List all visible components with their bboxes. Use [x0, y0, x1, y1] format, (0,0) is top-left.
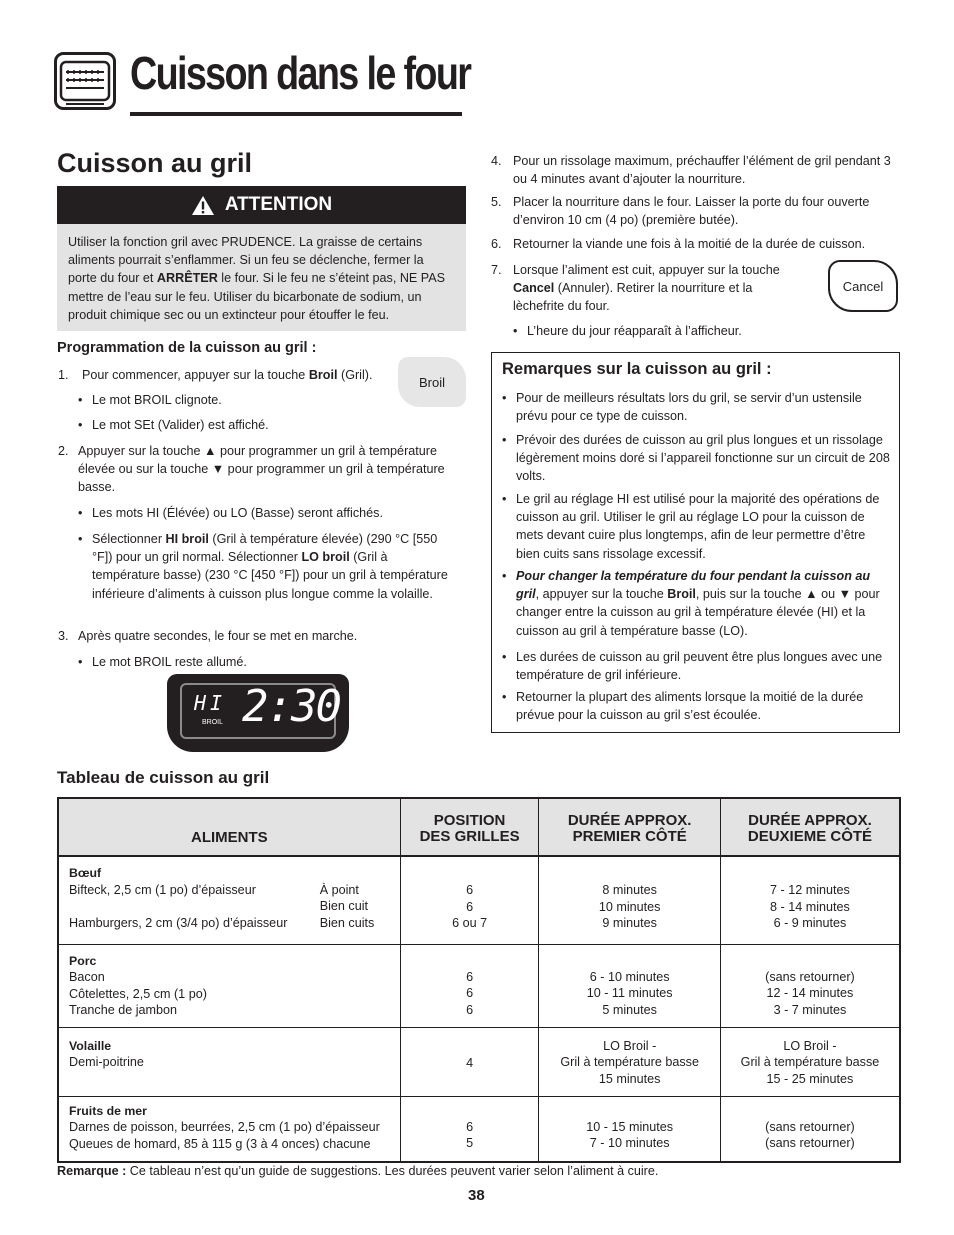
page-number: 38 — [468, 1187, 485, 1204]
second-side-cell: (sans retourner) 12 - 14 minutes 3 - 7 minutes — [720, 944, 900, 1027]
display-sub-label: BROIL — [202, 719, 224, 726]
column-header-aliments: ALIMENTS — [58, 798, 400, 856]
list-item: • — [78, 506, 83, 520]
step-number: 4. — [491, 154, 502, 168]
column-header-position: POSITION DES GRILLES — [400, 798, 539, 856]
position-cell: 6 6 6 ou 7 — [400, 856, 539, 944]
step-7-bullet-1: L’heure du jour réapparaît à l’afficheur. — [527, 324, 742, 338]
list-item: • — [78, 418, 83, 432]
note-5: Les durées de cuisson au gril peuvent être plus longues avec une température de gril inférieure. — [516, 650, 883, 683]
position-cell: 6 5 — [400, 1096, 539, 1162]
step-3-text: Après quatre secondes, le four se met en marche. — [78, 629, 358, 643]
list-item: • — [78, 655, 83, 669]
step-2-bullet-1: Les mots HI (Élévée) ou LO (Basse) seront affichés. — [92, 506, 383, 520]
footnote: Remarque : Ce tableau n’est qu’un guide de suggestions. Les durées peuvent varier selon l’aliment à cuire. — [57, 1164, 659, 1178]
table-row — [58, 944, 900, 1027]
cancel-key-image: Cancel — [828, 260, 898, 312]
oven-icon — [54, 52, 116, 110]
food-cell: Porc Bacon Côtelettes, 2,5 cm (1 po) Tranche de jambon — [58, 944, 400, 1027]
step-number: 5. — [491, 195, 502, 209]
step-2-text: Appuyer sur la touche ▲ pour programmer un gril à température élevée ou sur la touche ▼ pour programmer un gril à température basse. — [78, 444, 445, 495]
step-5-text: Placer la nourriture dans le four. Laisser la porte du four ouverte d’environ 10 cm (4 po) (première butée). — [513, 195, 870, 228]
warning-triangle-icon — [191, 195, 215, 216]
oven-display — [167, 674, 349, 752]
food-cell: Bœuf Bifteck, 2,5 cm (1 po) d’épaisseur À point Bien cuit Hamburgers, 2 cm (3/4 po) d’épaisseur Bien cuits — [58, 856, 400, 944]
table-title: Tableau de cuisson au gril — [57, 768, 270, 787]
first-side-cell: 10 - 15 minutes 7 - 10 minutes — [539, 1096, 721, 1162]
food-cell: Volaille Demi-poitrine — [58, 1027, 400, 1096]
attention-text: Utiliser la fonction gril avec PRUDENCE. La graisse de certains aliments pourrait s’enflammer. Si un feu se déclenche, fermer la porte du four et ARRÊTER le four. Si le feu ne s’éteint pas, NE PAS mettre de l’eau sur le feu. Utiliser du bicarbonate de sodium, un produit chimique sec ou un extincteur pour étouffer le feu. — [68, 235, 446, 322]
list-item: • — [502, 433, 507, 447]
display-mode: HI — [194, 691, 227, 715]
note-3: Le gril au réglage HI est utilisé pour la majorité des opérations de cuisson au gril. Utiliser le gril au réglage LO pour la cuisson de mets devant cuire plus longtemps, afin de leur permettre d’être bien cuits sans rissolage excessif. — [516, 492, 880, 561]
step-number: 2. — [58, 444, 69, 458]
first-side-cell: 8 minutes 10 minutes 9 minutes — [539, 856, 721, 944]
step-7-text: Lorsque l’aliment est cuit, appuyer sur la touche Cancel (Annuler). Retirer la nourriture et la lèchefrite du four. — [513, 263, 780, 314]
attention-box — [57, 186, 466, 331]
list-item: • — [502, 492, 507, 506]
food-cell: Fruits de mer Darnes de poisson, beurrées, 2,5 cm (1 po) d’épaisseur Queues de homard, 85 à 115 g (3 à 4 onces) chacune — [58, 1096, 400, 1162]
programming-title: Programmation de la cuisson au gril : — [57, 340, 317, 356]
note-1: Pour de meilleurs résultats lors du gril, se servir d’un ustensile prévu pour ce type de cuisson. — [516, 391, 862, 424]
position-cell: 6 6 6 — [400, 944, 539, 1027]
list-item: • — [502, 650, 507, 664]
second-side-cell: LO Broil - Gril à température basse 15 - 25 minutes — [720, 1027, 900, 1096]
note-6: Retourner la plupart des aliments lorsque la moitié de la durée prévue pour la cuisson au gril s’est écoulée. — [516, 690, 864, 723]
list-item: • — [78, 393, 83, 407]
table-row — [58, 1096, 900, 1162]
broil-table — [57, 797, 901, 1163]
column-header-second-side: DURÉE APPROX. DEUXIEME CÔTÉ — [720, 798, 900, 856]
step-1-bullet-2: Le mot SEt (Valider) est affiché. — [92, 418, 269, 432]
step-number: 3. — [58, 629, 69, 643]
list-item: • — [502, 690, 507, 704]
note-2: Prévoir des durées de cuisson au gril plus longues et un rissolage légèrement moins doré si l’appareil fonctionne sur un circuit de 208 volts. — [516, 433, 890, 484]
display-time: 2:30 — [242, 681, 340, 732]
second-side-cell: 7 - 12 minutes 8 - 14 minutes 6 - 9 minutes — [720, 856, 900, 944]
step-1-text: Pour commencer, appuyer sur la touche Broil (Gril). — [82, 368, 373, 382]
second-side-cell: (sans retourner) (sans retourner) — [720, 1096, 900, 1162]
page-title: Cuisson dans le four — [130, 47, 471, 99]
notes-title: Remarques sur la cuisson au gril : — [502, 360, 772, 378]
step-6-text: Retourner la viande une fois à la moitié de la durée de cuisson. — [513, 237, 866, 251]
step-number: 6. — [491, 237, 502, 251]
step-number: 1. — [58, 368, 69, 382]
first-side-cell: 6 - 10 minutes 10 - 11 minutes 5 minutes — [539, 944, 721, 1027]
step-number: 7. — [491, 263, 502, 277]
first-side-cell: LO Broil - Gril à température basse 15 minutes — [539, 1027, 721, 1096]
attention-header — [57, 186, 466, 224]
step-1-bullet-1: Le mot BROIL clignote. — [92, 393, 222, 407]
step-2-bullet-2: Sélectionner HI broil (Gril à température élevée) (290 °C [550 °F]) pour un gril normal. Sélectionner LO broil (Gril à température basse) (230 °C [450 °F]) pour un gril à température inférieure d’aliments à cuisson plus longue comme la volaille. — [92, 532, 448, 601]
table-header-row — [58, 798, 900, 856]
table-row — [58, 856, 900, 944]
table-row — [58, 1027, 900, 1096]
note-4: Pour changer la température du four pendant la cuisson au gril, appuyer sur la touche Broil, puis sur la touche ▲ ou ▼ pour changer entre la cuisson au gril à température élevée (HI) et la cuisson au gril à température basse (LO). — [516, 569, 880, 638]
step-4-text: Pour un rissolage maximum, préchauffer l’élément de gril pendant 3 ou 4 minutes avant d’ajouter la nourriture. — [513, 154, 891, 187]
position-cell: 4 — [400, 1027, 539, 1096]
attention-label: ATTENTION — [224, 194, 333, 215]
list-item: • — [513, 324, 518, 338]
list-item: • — [78, 532, 83, 546]
list-item: • — [502, 569, 507, 583]
display-screen — [180, 681, 340, 739]
column-header-first-side: DURÉE APPROX. PREMIER CÔTÉ — [539, 798, 721, 856]
title-underline — [130, 112, 462, 116]
list-item: • — [502, 391, 507, 405]
step-3-bullet-1: Le mot BROIL reste allumé. — [92, 655, 247, 669]
broil-key-image: Broil — [398, 357, 466, 407]
section-title: Cuisson au gril — [57, 148, 253, 178]
